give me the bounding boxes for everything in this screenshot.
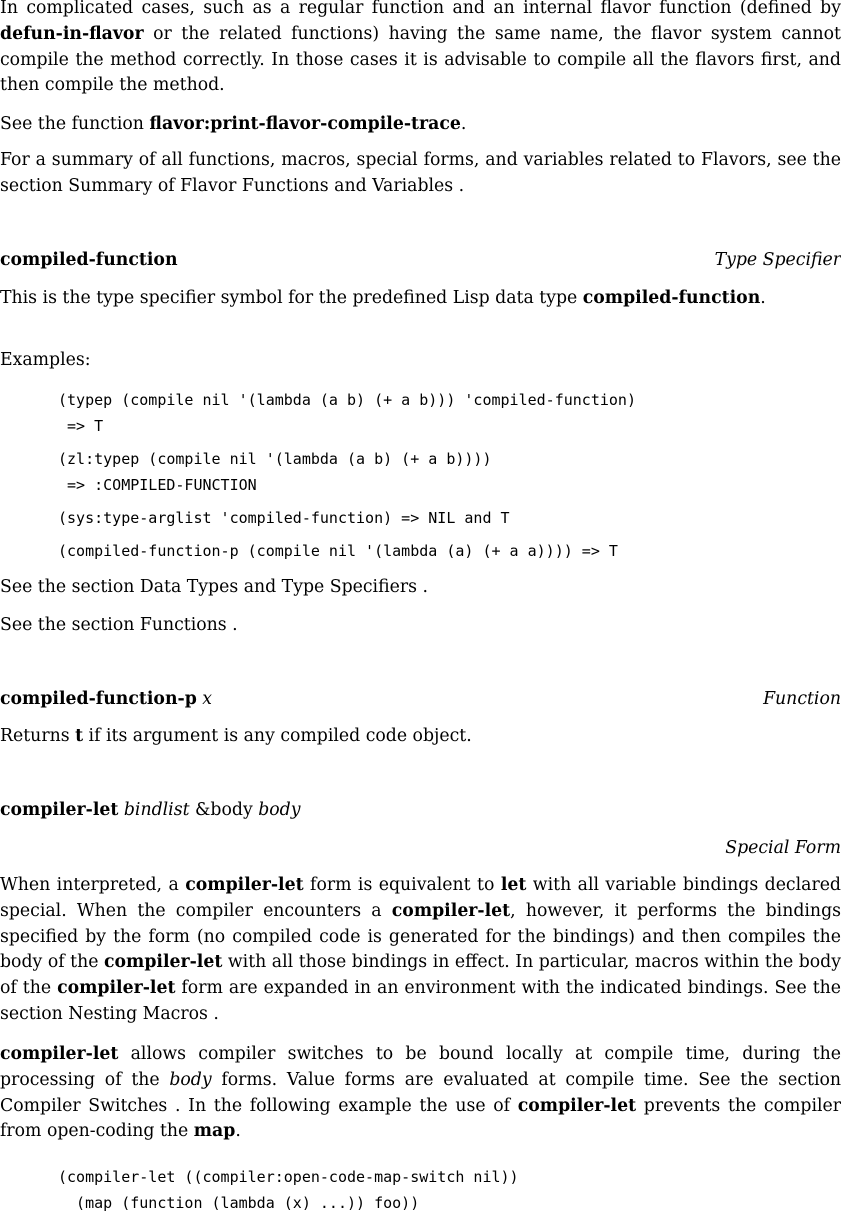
arg-body: body [169,1069,212,1090]
symbol-compiler-let: compiler-let [103,952,223,973]
entry-description [0,724,841,750]
intro-paragraph-2 [0,112,841,138]
symbol-defun-in-flavor: defun-in-flavor [0,23,144,44]
text: , however, it performs the bindings specified by the form (no compiled code is generated for the bindings) and then compiles the body of the [0,900,841,973]
code-line: (compiled-function-p (compile nil '(lambda (a) (+ a a)))) => T [58,542,618,560]
code-line: (compiler-let ((compiler:open-code-map-switch nil)) [58,1168,519,1186]
text: if its argument is any compiled code object. [83,726,472,746]
code-line: => T [58,417,104,435]
entry-header-compiled-function [0,248,841,274]
entry-arg-keyword: &body [195,800,253,820]
text: with all those bindings in effect. In particular, macros within the body of the [0,952,841,999]
code-line: (sys:type-arglist 'compiled-function) => NIL and T [58,509,510,527]
symbol-let: let [500,875,527,895]
entry-arg: bindlist [123,800,190,820]
text: prevents the compiler from open-coding the [0,1095,841,1142]
symbol-compiler-let: compiler-let [517,1095,637,1116]
intro-paragraph-3: For a summary of all functions, macros, special forms, and variables related to Flavors, see the section Summary of Flavor Functions and Variables . [0,150,841,196]
entry-arg: x [202,689,213,709]
text: with all variable bindings declared special. When the compiler encounters a [0,875,841,921]
symbol-t: t [75,726,84,746]
entry-name: compiled-function [0,250,178,270]
examples-label: Examples: [0,350,91,370]
text: See the function [0,114,150,134]
symbol-compiler-let: compiler-let [391,900,511,921]
text: forms. Value forms are evaluated at compile time. See the section Compiler Switches . In the following example the use of [0,1069,841,1116]
text: form are expanded in an environment with the indicated bindings. See the section Nesting Macros . [0,978,841,1024]
code-line: (map (function (lambda (x) ...)) foo)) [58,1194,420,1212]
symbol-compiler-let: compiler-let [0,1044,119,1064]
text: allows compiler switches to be bound locally at compile time, during the processing of the [0,1044,841,1090]
entry-name: compiler-let [0,800,119,820]
text: . [460,114,467,134]
symbol-compiler-let: compiler-let [57,978,176,999]
text: This is the type specifier symbol for the predefined Lisp data type [0,288,583,308]
entry-type: Type Specifier [714,250,841,270]
text: Returns [0,726,76,746]
entry-description [0,286,841,312]
symbol-compiled-function: compiled-function [582,288,761,308]
symbol-compiler-let: compiler-let [185,875,304,895]
symbol-print-flavor-compile-trace: flavor:print-flavor-compile-trace [149,114,461,134]
see-also-functions: See the section Functions . [0,615,238,635]
symbol-map: map [193,1121,236,1142]
code-line: (zl:typep (compile nil '(lambda (a b) (+ a b)))) [58,450,492,468]
entry-header-compiler-let [0,798,841,824]
entry-name: compiled-function-p [0,689,197,709]
entry-paragraph-2 [0,1042,841,1145]
entry-type: Special Form [725,838,841,858]
text: . [235,1121,241,1142]
see-also-data-types: See the section Data Types and Type Specifiers . [0,577,428,597]
code-line: => :COMPILED-FUNCTION [58,476,257,494]
entry-type: Function [763,689,841,709]
entry-paragraph-1 [0,873,841,1028]
entry-header-compiled-function-p [0,687,841,713]
intro-paragraph-1 [0,0,841,99]
entry-arg: body [258,800,301,820]
text: When interpreted, a [0,875,186,895]
text: or the related functions) having the same name, the flavor system cannot compile the method correctly. In those cases it is advisable to compile all the flavors first, and then compile the method. [0,23,841,96]
text: In complicated cases, such as a regular function and an internal flavor function (defined by [0,0,841,18]
code-line: (typep (compile nil '(lambda (a b) (+ a b))) 'compiled-function) [58,391,636,409]
text: . [760,288,766,308]
text: form is equivalent to [303,875,501,895]
